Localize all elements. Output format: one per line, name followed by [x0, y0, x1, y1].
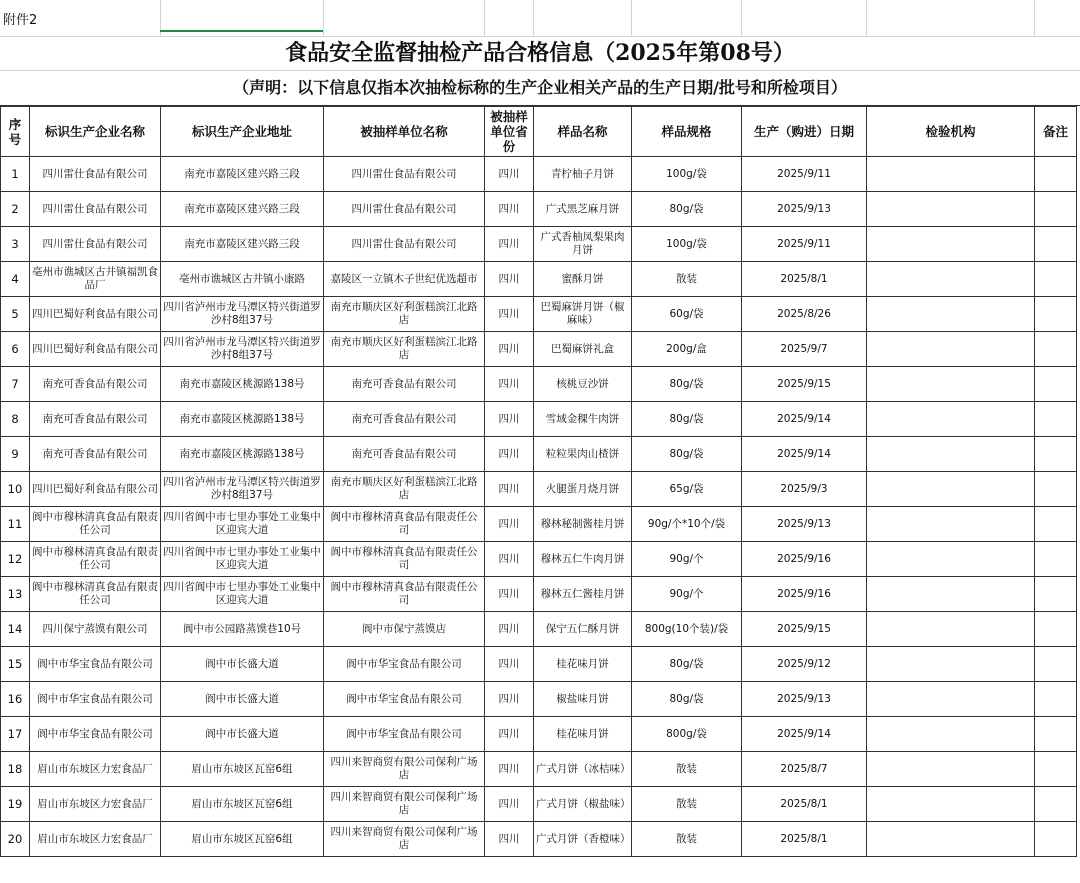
- cell-remarks: [1035, 367, 1077, 402]
- cell-sampled-unit: 嘉陵区一立镇木子世纪优选超市: [324, 262, 485, 297]
- page-subtitle: （声明：以下信息仅指本次抽检标称的生产企业相关产品的生产日期/批号和所检项目）: [0, 71, 1080, 106]
- cell-agency: [867, 332, 1035, 367]
- cell-spec: 100g/袋: [632, 157, 742, 192]
- cell-agency: [867, 717, 1035, 752]
- cell-address: 阆中市长盛大道: [161, 717, 324, 752]
- cell-sample-name: 火腿蛋月烧月饼: [534, 472, 632, 507]
- cell-address: 四川省阆中市七里办事处工业集中区迎宾大道: [161, 577, 324, 612]
- header-agency: 检验机构: [867, 107, 1035, 157]
- cell-sampled-unit: 四川雷仕食品有限公司: [324, 227, 485, 262]
- cell-address: 阆中市长盛大道: [161, 647, 324, 682]
- cell-remarks: [1035, 262, 1077, 297]
- cell-address: 眉山市东坡区瓦窑6组: [161, 752, 324, 787]
- results-table: [0, 106, 1077, 857]
- cell-sample-name: 穆林五仁酱桂月饼: [534, 577, 632, 612]
- selected-cell-indicator: [160, 30, 323, 32]
- cell-spec: 散装: [632, 787, 742, 822]
- cell-spec: 80g/袋: [632, 367, 742, 402]
- cell-producer: 四川巴蜀好利食品有限公司: [30, 297, 161, 332]
- cell-sample-name: 粒粒果肉山楂饼: [534, 437, 632, 472]
- cell-sample-name: 广式月饼（香橙味）: [534, 822, 632, 857]
- cell-remarks: [1035, 227, 1077, 262]
- cell-seq: 2: [1, 192, 30, 227]
- table-row: [1, 612, 1077, 647]
- cell-sample-name: 桂花味月饼: [534, 717, 632, 752]
- cell-province: 四川: [485, 542, 534, 577]
- cell-date: 2025/9/11: [742, 227, 867, 262]
- cell-agency: [867, 507, 1035, 542]
- grid-line: [484, 0, 485, 36]
- table-row: [1, 402, 1077, 437]
- grid-line: [631, 0, 632, 36]
- cell-spec: 60g/袋: [632, 297, 742, 332]
- cell-producer: 南充可香食品有限公司: [30, 367, 161, 402]
- header-sample-name: 样品名称: [534, 107, 632, 157]
- cell-address: 南充市嘉陵区桃源路138号: [161, 437, 324, 472]
- table-row: [1, 157, 1077, 192]
- cell-agency: [867, 262, 1035, 297]
- cell-date: 2025/9/3: [742, 472, 867, 507]
- cell-address: 亳州市谯城区古井镇小康路: [161, 262, 324, 297]
- cell-agency: [867, 472, 1035, 507]
- cell-date: 2025/9/15: [742, 367, 867, 402]
- grid-line: [1034, 0, 1035, 36]
- cell-agency: [867, 437, 1035, 472]
- cell-producer: 四川巴蜀好利食品有限公司: [30, 332, 161, 367]
- cell-address: 南充市嘉陵区建兴路三段: [161, 192, 324, 227]
- cell-province: 四川: [485, 367, 534, 402]
- cell-sample-name: 保宁五仁酥月饼: [534, 612, 632, 647]
- cell-date: 2025/9/7: [742, 332, 867, 367]
- cell-spec: 90g/个: [632, 577, 742, 612]
- grid-line: [866, 0, 867, 36]
- table-body: [1, 157, 1077, 857]
- cell-seq: 20: [1, 822, 30, 857]
- cell-agency: [867, 752, 1035, 787]
- cell-producer: 四川雷仕食品有限公司: [30, 192, 161, 227]
- cell-seq: 13: [1, 577, 30, 612]
- cell-agency: [867, 192, 1035, 227]
- cell-producer: 南充可香食品有限公司: [30, 437, 161, 472]
- cell-agency: [867, 577, 1035, 612]
- table-row: [1, 542, 1077, 577]
- table-row: [1, 367, 1077, 402]
- cell-address: 南充市嘉陵区建兴路三段: [161, 157, 324, 192]
- cell-address: 四川省阆中市七里办事处工业集中区迎宾大道: [161, 507, 324, 542]
- cell-address: 南充市嘉陵区桃源路138号: [161, 367, 324, 402]
- cell-address: 眉山市东坡区瓦窑6组: [161, 787, 324, 822]
- table-row: [1, 717, 1077, 752]
- cell-sample-name: 巴蜀麻饼礼盒: [534, 332, 632, 367]
- table-header-row: [1, 107, 1077, 157]
- cell-producer: 阆中市穆林清真食品有限责任公司: [30, 577, 161, 612]
- cell-province: 四川: [485, 297, 534, 332]
- cell-province: 四川: [485, 752, 534, 787]
- cell-spec: 90g/个*10个/袋: [632, 507, 742, 542]
- cell-province: 四川: [485, 402, 534, 437]
- cell-producer: 眉山市东坡区力宏食品厂: [30, 752, 161, 787]
- cell-province: 四川: [485, 332, 534, 367]
- cell-address: 四川省泸州市龙马潭区特兴街道罗沙村8组37号: [161, 332, 324, 367]
- cell-remarks: [1035, 192, 1077, 227]
- cell-date: 2025/9/16: [742, 577, 867, 612]
- cell-province: 四川: [485, 472, 534, 507]
- cell-province: 四川: [485, 647, 534, 682]
- cell-date: 2025/8/1: [742, 262, 867, 297]
- table-row: [1, 822, 1077, 857]
- cell-seq: 11: [1, 507, 30, 542]
- cell-sample-name: 广式黑芝麻月饼: [534, 192, 632, 227]
- cell-producer: 阆中市穆林清真食品有限责任公司: [30, 542, 161, 577]
- cell-date: 2025/9/14: [742, 717, 867, 752]
- cell-sampled-unit: 四川雷仕食品有限公司: [324, 192, 485, 227]
- cell-date: 2025/9/13: [742, 682, 867, 717]
- cell-seq: 5: [1, 297, 30, 332]
- cell-date: 2025/8/7: [742, 752, 867, 787]
- cell-remarks: [1035, 542, 1077, 577]
- cell-agency: [867, 297, 1035, 332]
- cell-remarks: [1035, 507, 1077, 542]
- cell-date: 2025/8/26: [742, 297, 867, 332]
- cell-sampled-unit: 四川来智商贸有限公司保利广场店: [324, 822, 485, 857]
- cell-sample-name: 巴蜀麻饼月饼（椒麻味）: [534, 297, 632, 332]
- table-row: [1, 297, 1077, 332]
- cell-remarks: [1035, 612, 1077, 647]
- cell-agency: [867, 542, 1035, 577]
- table-row: [1, 682, 1077, 717]
- cell-producer: 四川雷仕食品有限公司: [30, 227, 161, 262]
- grid-line: [323, 0, 324, 36]
- cell-seq: 15: [1, 647, 30, 682]
- cell-producer: 阆中市华宝食品有限公司: [30, 647, 161, 682]
- cell-remarks: [1035, 402, 1077, 437]
- cell-remarks: [1035, 647, 1077, 682]
- cell-date: 2025/9/14: [742, 402, 867, 437]
- cell-producer: 阆中市华宝食品有限公司: [30, 717, 161, 752]
- cell-address: 阆中市长盛大道: [161, 682, 324, 717]
- cell-remarks: [1035, 332, 1077, 367]
- cell-province: 四川: [485, 682, 534, 717]
- table-row: [1, 192, 1077, 227]
- cell-spec: 散装: [632, 752, 742, 787]
- cell-producer: 眉山市东坡区力宏食品厂: [30, 822, 161, 857]
- cell-spec: 90g/个: [632, 542, 742, 577]
- cell-producer: 亳州市谯城区古井镇福凯食品厂: [30, 262, 161, 297]
- cell-producer: 阆中市华宝食品有限公司: [30, 682, 161, 717]
- cell-sample-name: 桂花味月饼: [534, 647, 632, 682]
- cell-province: 四川: [485, 437, 534, 472]
- cell-seq: 12: [1, 542, 30, 577]
- cell-spec: 65g/袋: [632, 472, 742, 507]
- cell-seq: 4: [1, 262, 30, 297]
- cell-spec: 80g/袋: [632, 682, 742, 717]
- cell-sample-name: 广式月饼（椒盐味）: [534, 787, 632, 822]
- cell-remarks: [1035, 437, 1077, 472]
- grid-line: [533, 0, 534, 36]
- cell-spec: 800g(10个装)/袋: [632, 612, 742, 647]
- cell-spec: 800g/袋: [632, 717, 742, 752]
- table-row: [1, 752, 1077, 787]
- cell-province: 四川: [485, 227, 534, 262]
- cell-producer: 眉山市东坡区力宏食品厂: [30, 787, 161, 822]
- table-row: [1, 577, 1077, 612]
- cell-sampled-unit: 阆中市穆林清真食品有限责任公司: [324, 507, 485, 542]
- table-row: [1, 472, 1077, 507]
- cell-province: 四川: [485, 612, 534, 647]
- cell-remarks: [1035, 682, 1077, 717]
- cell-seq: 10: [1, 472, 30, 507]
- cell-producer: 四川巴蜀好利食品有限公司: [30, 472, 161, 507]
- cell-spec: 散装: [632, 262, 742, 297]
- cell-sample-name: 青柠柚子月饼: [534, 157, 632, 192]
- cell-spec: 80g/袋: [632, 402, 742, 437]
- cell-seq: 14: [1, 612, 30, 647]
- cell-remarks: [1035, 787, 1077, 822]
- cell-agency: [867, 227, 1035, 262]
- cell-sampled-unit: 四川来智商贸有限公司保利广场店: [324, 752, 485, 787]
- header-sampled-unit: 被抽样单位名称: [324, 107, 485, 157]
- cell-seq: 18: [1, 752, 30, 787]
- cell-seq: 6: [1, 332, 30, 367]
- cell-agency: [867, 682, 1035, 717]
- header-remarks: 备注: [1035, 107, 1077, 157]
- cell-agency: [867, 787, 1035, 822]
- cell-sample-name: 雪域金稞牛肉饼: [534, 402, 632, 437]
- cell-sampled-unit: 四川来智商贸有限公司保利广场店: [324, 787, 485, 822]
- cell-date: 2025/9/14: [742, 437, 867, 472]
- grid-line: [741, 0, 742, 36]
- cell-date: 2025/8/1: [742, 822, 867, 857]
- cell-remarks: [1035, 822, 1077, 857]
- cell-date: 2025/9/15: [742, 612, 867, 647]
- cell-sample-name: 蜜酥月饼: [534, 262, 632, 297]
- cell-date: 2025/9/11: [742, 157, 867, 192]
- cell-sampled-unit: 阆中市保宁蒸馍店: [324, 612, 485, 647]
- cell-remarks: [1035, 577, 1077, 612]
- cell-date: 2025/9/13: [742, 507, 867, 542]
- cell-sampled-unit: 南充市顺庆区好利蛋糕滨江北路店: [324, 472, 485, 507]
- page-title: 食品安全监督抽检产品合格信息（2025年第08号）: [0, 36, 1080, 71]
- cell-address: 南充市嘉陵区建兴路三段: [161, 227, 324, 262]
- cell-seq: 7: [1, 367, 30, 402]
- cell-seq: 16: [1, 682, 30, 717]
- cell-sample-name: 广式香柚凤梨果肉月饼: [534, 227, 632, 262]
- cell-seq: 1: [1, 157, 30, 192]
- cell-date: 2025/8/1: [742, 787, 867, 822]
- cell-producer: 阆中市穆林清真食品有限责任公司: [30, 507, 161, 542]
- cell-agency: [867, 157, 1035, 192]
- cell-spec: 100g/袋: [632, 227, 742, 262]
- cell-seq: 8: [1, 402, 30, 437]
- cell-spec: 200g/盒: [632, 332, 742, 367]
- cell-producer: 四川雷仕食品有限公司: [30, 157, 161, 192]
- table-row: [1, 437, 1077, 472]
- cell-sample-name: 穆林秘制酱桂月饼: [534, 507, 632, 542]
- header-seq: 序号: [1, 107, 30, 157]
- table-row: [1, 332, 1077, 367]
- cell-sampled-unit: 南充市顺庆区好利蛋糕滨江北路店: [324, 332, 485, 367]
- cell-spec: 80g/袋: [632, 192, 742, 227]
- cell-spec: 80g/袋: [632, 647, 742, 682]
- cell-address: 四川省阆中市七里办事处工业集中区迎宾大道: [161, 542, 324, 577]
- cell-agency: [867, 822, 1035, 857]
- cell-remarks: [1035, 717, 1077, 752]
- table-row: [1, 507, 1077, 542]
- table-row: [1, 647, 1077, 682]
- cell-seq: 17: [1, 717, 30, 752]
- cell-sampled-unit: 四川雷仕食品有限公司: [324, 157, 485, 192]
- cell-sample-name: 核桃豆沙饼: [534, 367, 632, 402]
- cell-date: 2025/9/16: [742, 542, 867, 577]
- annex-row: [0, 0, 1080, 37]
- cell-province: 四川: [485, 262, 534, 297]
- cell-province: 四川: [485, 192, 534, 227]
- cell-producer: 四川保宁蒸馍有限公司: [30, 612, 161, 647]
- cell-province: 四川: [485, 507, 534, 542]
- header-spec: 样品规格: [632, 107, 742, 157]
- table-row: [1, 787, 1077, 822]
- cell-agency: [867, 647, 1035, 682]
- cell-sampled-unit: 南充可香食品有限公司: [324, 437, 485, 472]
- cell-seq: 9: [1, 437, 30, 472]
- cell-sampled-unit: 南充市顺庆区好利蛋糕滨江北路店: [324, 297, 485, 332]
- header-producer: 标识生产企业名称: [30, 107, 161, 157]
- cell-agency: [867, 402, 1035, 437]
- cell-seq: 3: [1, 227, 30, 262]
- cell-sampled-unit: 阆中市华宝食品有限公司: [324, 682, 485, 717]
- cell-remarks: [1035, 157, 1077, 192]
- cell-remarks: [1035, 752, 1077, 787]
- cell-sample-name: 椒盐味月饼: [534, 682, 632, 717]
- cell-sampled-unit: 阆中市华宝食品有限公司: [324, 717, 485, 752]
- cell-sampled-unit: 阆中市穆林清真食品有限责任公司: [324, 542, 485, 577]
- header-address: 标识生产企业地址: [161, 107, 324, 157]
- cell-date: 2025/9/12: [742, 647, 867, 682]
- cell-province: 四川: [485, 787, 534, 822]
- cell-province: 四川: [485, 822, 534, 857]
- cell-province: 四川: [485, 577, 534, 612]
- cell-sampled-unit: 南充可香食品有限公司: [324, 402, 485, 437]
- cell-address: 四川省泸州市龙马潭区特兴街道罗沙村8组37号: [161, 472, 324, 507]
- cell-address: 南充市嘉陵区桃源路138号: [161, 402, 324, 437]
- cell-remarks: [1035, 472, 1077, 507]
- cell-date: 2025/9/13: [742, 192, 867, 227]
- cell-address: 阆中市公园路蒸馍巷10号: [161, 612, 324, 647]
- cell-sampled-unit: 阆中市华宝食品有限公司: [324, 647, 485, 682]
- cell-address: 四川省泸州市龙马潭区特兴街道罗沙村8组37号: [161, 297, 324, 332]
- annex-label: 附件2: [3, 13, 38, 28]
- header-date: 生产（购进）日期: [742, 107, 867, 157]
- cell-province: 四川: [485, 157, 534, 192]
- cell-province: 四川: [485, 717, 534, 752]
- cell-spec: 散装: [632, 822, 742, 857]
- cell-sampled-unit: 阆中市穆林清真食品有限责任公司: [324, 577, 485, 612]
- cell-remarks: [1035, 297, 1077, 332]
- cell-agency: [867, 367, 1035, 402]
- cell-seq: 19: [1, 787, 30, 822]
- cell-address: 眉山市东坡区瓦窑6组: [161, 822, 324, 857]
- table-row: [1, 262, 1077, 297]
- cell-producer: 南充可香食品有限公司: [30, 402, 161, 437]
- cell-agency: [867, 612, 1035, 647]
- cell-sampled-unit: 南充可香食品有限公司: [324, 367, 485, 402]
- cell-sample-name: 穆林五仁牛肉月饼: [534, 542, 632, 577]
- header-province: 被抽样单位省份: [485, 107, 534, 157]
- table-row: [1, 227, 1077, 262]
- cell-sample-name: 广式月饼（冰桔味）: [534, 752, 632, 787]
- cell-spec: 80g/袋: [632, 437, 742, 472]
